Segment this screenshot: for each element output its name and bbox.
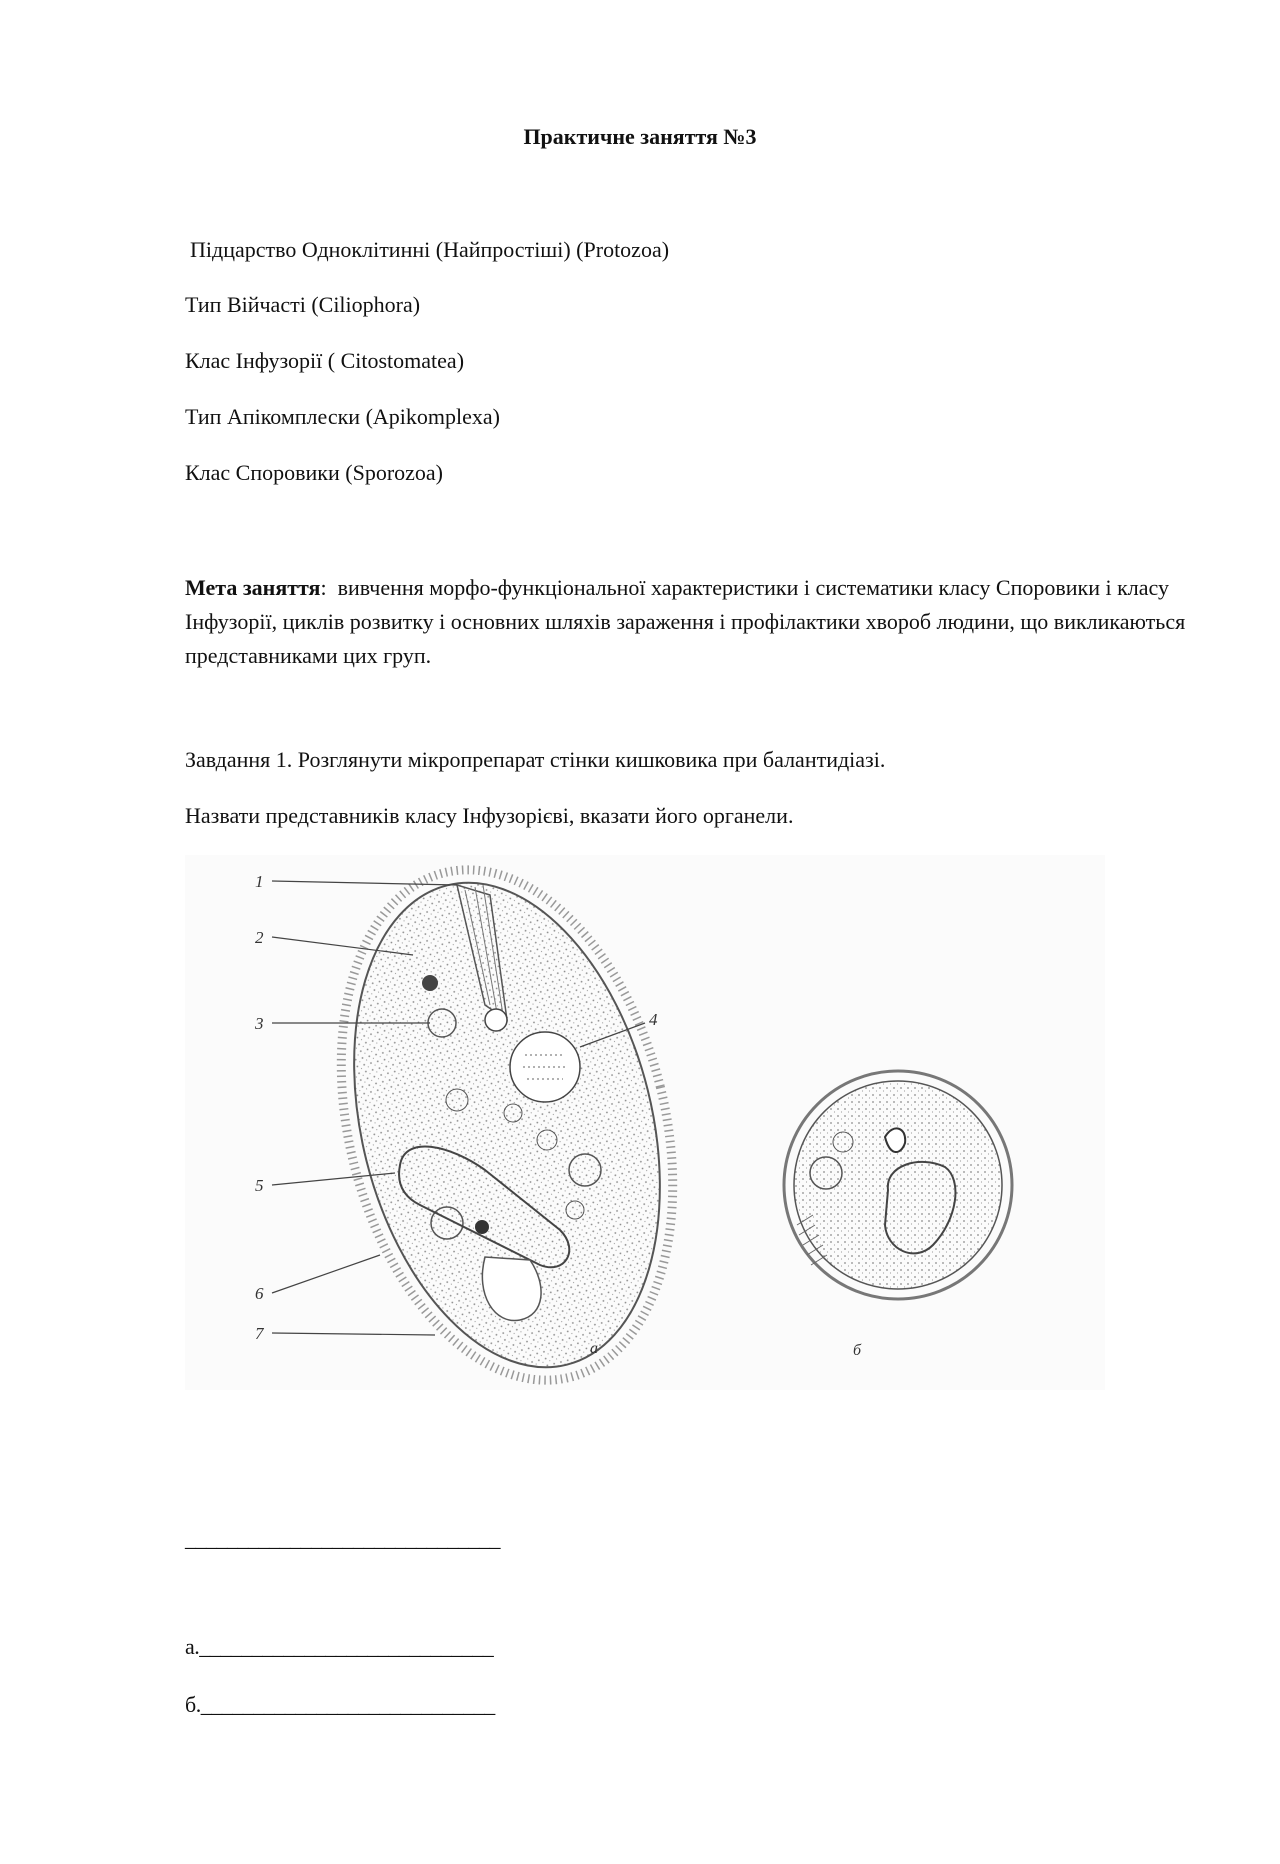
answer-line-a[interactable]: а.____________________________	[185, 1634, 494, 1659]
figure-caption-b: б	[853, 1342, 862, 1359]
balantidium-illustration	[185, 855, 1105, 1390]
taxonomy-subkingdom: Підцарство Одноклітинні (Найпростіші) (Protozoa)	[190, 237, 670, 262]
figure-label-6: 6	[255, 1284, 264, 1303]
answer-line-b[interactable]: б.____________________________	[185, 1692, 495, 1717]
balantidium-figure	[185, 855, 1105, 1390]
figure-label-7: 7	[255, 1324, 264, 1343]
figure-label-2: 2	[255, 928, 264, 947]
task-1: Завдання 1. Розглянути мікропрепарат стінки кишковика при балантидіазі.	[185, 747, 886, 772]
lesson-goal: Мета заняття: вивчення морфо-функціональної характеристики і систематики класу Споровики і класу Інфузорії, циклів розвитку і основних шляхів зараження і профілактики хвороб людини, що викликаються представниками цих груп.	[185, 575, 1186, 668]
goal-label: Мета заняття	[185, 575, 321, 600]
page-title: Практичне заняття №3	[523, 124, 757, 149]
figure-caption-a: а	[590, 1340, 598, 1357]
task-1-instruction: Назвати представників класу Інфузорієві, вказати його органели.	[185, 803, 794, 828]
taxonomy-class-citostomatea: Клас Інфузорії ( Citostomatea)	[185, 348, 465, 373]
figure-label-4: 4	[649, 1010, 658, 1029]
taxonomy-phylum-apikomplexa: Тип Апікомплески (Apikomplexa)	[185, 404, 500, 429]
answer-blank-line[interactable]: ______________________________	[185, 1526, 500, 1551]
figure-label-3: 3	[255, 1014, 264, 1033]
cyst-drawing	[784, 1071, 1012, 1299]
figure-label-1: 1	[255, 872, 264, 891]
taxonomy-phylum-ciliophora: Тип Війчасті (Ciliophora)	[185, 292, 421, 317]
taxonomy-class-sporozoa: Клас Споровики (Sporozoa)	[185, 460, 443, 485]
goal-text: вивчення морфо-функціональної характеристики і систематики класу Споровики і класу Інфузорії, циклів розвитку і основних шляхів зараження і профілактики хвороб людини, що викликаються представниками цих груп.	[185, 575, 1186, 668]
figure-label-5: 5	[255, 1176, 264, 1195]
